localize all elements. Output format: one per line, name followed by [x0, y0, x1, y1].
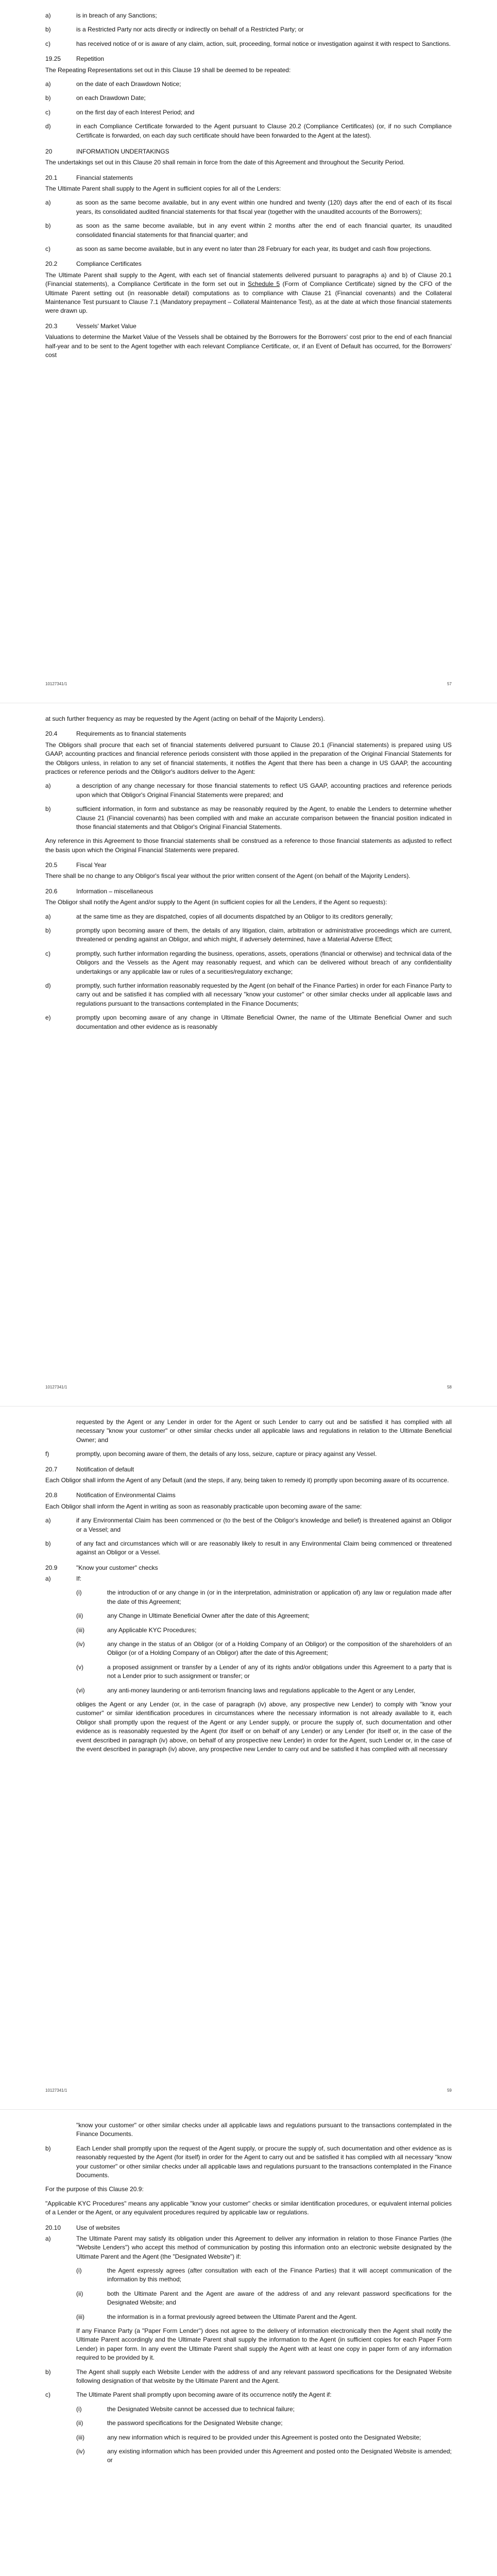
list-item: d) in each Compliance Certificate forwarded to the Agent pursuant to Clause 20.2 (Compliance Certificates) (or, if no such Compliance Certificate is forwarded, on each day such certificate should have been forwarded to the Agent at the latest). — [45, 123, 452, 139]
list-item: b) The Agent shall supply each Website Lender with the address of and any relevant password specifications for the Designated Website following designation of that website by the Ultimate Parent and the Agent. — [45, 2368, 452, 2384]
list-item: a) at the same time as they are dispatched, copies of all documents dispatched by an Obligor to its creditors generally; — [45, 912, 393, 920]
document-page — [0, 703, 497, 1406]
paragraph: at such further frequency as may be requested by the Agent (acting on behalf of the Majority Lenders). — [45, 715, 325, 722]
paragraph: The Ultimate Parent shall supply to the Agent in sufficient copies for all of the Lenders: — [45, 185, 281, 193]
section-heading: 20.7 Notification of default — [45, 1465, 134, 1473]
document-page — [0, 2110, 497, 2576]
paragraph: Each Obligor shall inform the Agent in writing as soon as reasonably practicable upon becoming aware of the same: — [45, 1502, 362, 1510]
section-heading: 20 INFORMATION UNDERTAKINGS — [45, 147, 169, 155]
paragraph: The Obligors shall procure that each set of financial statements delivered pursuant to Clause 20.1 (Financial statements) is prepared using US GAAP, accounting practices and financial reference periods consistent with those applied in the preparation of the Original Financial Statements for the Obligors unless, in relation to any set of financial statements, it notifies the Agent that there has been a change in US GAAP, the accounting practices or reference periods and the Obligor's auditors deliver to the Agent: — [45, 741, 452, 775]
sub-list-item: (vi) any anti-money laundering or anti-terrorism financing laws and regulations applicable to the Agent or any Lender, — [76, 1686, 416, 1694]
document-reference: 10127341/1 — [45, 1385, 67, 1390]
section-heading: 20.6 Information – miscellaneous — [45, 887, 153, 895]
list-item: c) has received notice of or is aware of any claim, action, suit, proceeding, formal notice or investigation against it with respect to Sanctions. — [45, 40, 451, 47]
section-heading: 20.10 Use of websites — [45, 2224, 120, 2231]
sub-list-item: (iii) the information is in a format previously agreed between the Ultimate Parent and the Agent. — [76, 2313, 357, 2320]
document-reference: 10127341/1 — [45, 2088, 67, 2093]
section-heading: 20.3 Vessels' Market Value — [45, 322, 136, 330]
sub-list-item: (ii) the password specifications for the Designated Website change; — [76, 2419, 283, 2427]
section-heading: 20.2 Compliance Certificates — [45, 260, 142, 268]
list-item: b) of any fact and circumstances which will or are reasonably likely to result in any Environmental Claim being commenced or threatened against an Obligor or a Vessel. — [45, 1539, 452, 1556]
list-item: b) Each Lender shall promptly upon the request of the Agent supply, or procure the supply of, such documentation and other evidence as is reasonably requested by the Agent (for itself) in order for the Agent to carry out and be satisfied it has complied with all necessary "know your customer" or other similar checks under all applicable laws and regulations pursuant to the transactions contemplated in the Finance Documents. — [45, 2144, 452, 2179]
list-item: b) promptly upon becoming aware of them, the details of any litigation, claim, arbitration or administrative proceedings which are current, threatened or pending against an Obligor, and which might, if adversely determined, have a Material Adverse Effect; — [45, 927, 452, 943]
section-heading: 20.4 Requirements as to financial statements — [45, 730, 186, 738]
sub-list-item: (iv) any change in the status of an Obligor (or of a Holding Company of an Obligor) or the composition of the shareholders of an Obligor (or of a Holding Company of an Obligor) after the date of this Agreement; — [76, 1640, 452, 1657]
sub-list-item: (iii) any new information which is required to be provided under this Agreement is posted onto the Designated Website; — [76, 2433, 421, 2441]
list-item: b) is a Restricted Party nor acts directly or indirectly on behalf of a Restricted Party; or — [45, 26, 304, 33]
paragraph: Valuations to determine the Market Value of the Vessels shall be obtained by the Borrowers for the Borrowers' cost prior to the end of each financial half-year and to be sent to the Agent together with each relevant Compliance Certificate, or, if an Event of Default has occurred, for the Borrowers' cost — [45, 333, 452, 359]
definition-paragraph: "Applicable KYC Procedures" means any applicable "know your customer" checks or similar identification procedures, or equivalent internal policies of a Lender or the Agent, or any equivalent procedures required by applicable law or regulations. — [45, 2199, 452, 2216]
paragraph: The Ultimate Parent shall supply to the Agent, with each set of financial statements delivered pursuant to paragraphs a) and b) of Clause 20.1 (Financial statements), a Compliance Certificate in the form set out in Schedule 5 (Form of Compliance Certificate) signed by the CFO of the Ultimate Parent setting out (in reasonable detail) computations as to compliance with Clause 21 (Financial covenants) and the Collateral Maintenance Test pursuant to Clause 7.1 (Mandatory prepayment – Collateral Maintenance Test), as at the date at which those financial statements were drawn up. — [45, 271, 452, 315]
sub-list-item: (iii) any Applicable KYC Procedures; — [76, 1626, 197, 1634]
list-item: a) on the date of each Drawdown Notice; — [45, 80, 181, 88]
list-item: e) promptly upon becoming aware of any change in Ultimate Beneficial Owner, the name of the Ultimate Beneficial Owner and such documentation and other evidence as is reasonably — [45, 1014, 452, 1030]
paragraph: For the purpose of this Clause 20.9: — [45, 2185, 144, 2193]
list-item: a) a description of any change necessary for those financial statements to reflect US GAAP, accounting practices and reference periods upon which that Obligor's Original Financial Statements were prepared; and — [45, 782, 452, 799]
paragraph: Any reference in this Agreement to those financial statements shall be construed as a reference to those financial statements as adjusted to reflect the basis upon which the Original Financial Statements were prepared. — [45, 837, 452, 854]
paragraph: Each Obligor shall inform the Agent of any Default (and the steps, if any, being taken to remedy it) promptly upon becoming aware of its occurrence. — [45, 1476, 449, 1484]
page-footer — [45, 2088, 452, 2094]
paragraph: The undertakings set out in this Clause 20 shall remain in force from the date of this Agreement and throughout the Security Period. — [45, 159, 405, 166]
sub-list-item: (i) the introduction of or any change in (or in the interpretation, administration or application of) any law or regulation made after the date of this Agreement; — [76, 1589, 452, 1605]
list-item: f) promptly, upon becoming aware of them, the details of any loss, seizure, capture or piracy against any Vessel. — [45, 1450, 377, 1458]
section-heading: 19.25 Repetition — [45, 55, 105, 63]
schedule-link[interactable]: Schedule 5 — [248, 280, 280, 288]
paragraph: There shall be no change to any Obligor's fiscal year without the prior written consent of the Agent (on behalf of the Majority Lenders). — [45, 872, 410, 880]
sub-list-item: (ii) any Change in Ultimate Beneficial Owner after the date of this Agreement; — [76, 1612, 310, 1620]
list-item: a) if any Environmental Claim has been commenced or (to the best of the Obligor's knowledge and belief) is threatened against an Obligor or a Vessel; and — [45, 1517, 452, 1533]
section-heading: 20.1 Financial statements — [45, 174, 133, 181]
paragraph: obliges the Agent or any Lender (or, in the case of paragraph (iv) above, any prospective new Lender) to comply with "know your customer" or similar identification procedures in circumstances where the necessary information is not already available to it, each Obligor shall promptly upon the request of the Agent or any Lender supply, or procure the supply of, such documentation and other evidence as is reasonably requested by the Agent (for itself or on behalf of any Lender) or any Lender (for itself or, in the case of the event described in paragraph (iv) above, on behalf of any prospective new Lender) in order for the Agent, such Lender or, in the case of the event described in paragraph (iv) above, any prospective new Lender to carry out and be satisfied it has complied with all necessary — [76, 1700, 452, 1753]
sub-list-item: (i) the Designated Website cannot be accessed due to technical failure; — [76, 2405, 295, 2413]
section-heading: 20.5 Fiscal Year — [45, 861, 107, 869]
paragraph: If any Finance Party (a "Paper Form Lender") does not agree to the delivery of information electronically then the Agent shall notify the Ultimate Parent accordingly and the Ultimate Parent shall supply the information to the Agent (in sufficient copies for each Paper Form Lender) in paper form. In any event the Ultimate Parent shall supply the Agent with at least one copy in paper form of any information required to be provided by it. — [76, 2327, 452, 2362]
page-number: 57 — [447, 682, 452, 687]
section-heading: 20.9 "Know your customer" checks — [45, 1564, 158, 1571]
document-reference: 10127341/1 — [45, 682, 67, 687]
sub-list-item: (v) a proposed assignment or transfer by a Lender of any of its rights and/or obligations under this Agreement to a party that is not a Lender prior to such assignment or transfer; or — [76, 1663, 452, 1680]
section-heading: 20.8 Notification of Environmental Claims — [45, 1492, 176, 1499]
page-number: 59 — [447, 2088, 452, 2093]
sub-list-item: (iv) any existing information which has been provided under this Agreement and posted onto the Designated Website is amended; or — [76, 2447, 452, 2464]
list-item: d) promptly, such further information reasonably requested by the Agent (on behalf of the Finance Parties) in order for each Finance Party to carry out and be satisfied it has complied with all necessary "know your customer" or other similar checks under all applicable laws and regulations pursuant to the transactions contemplated in the Finance Documents; — [45, 981, 452, 1007]
document-page — [0, 1406, 497, 2110]
list-item: a) as soon as the same become available, but in any event within one hundred and twenty (120) days after the end of each of its fiscal years, its consolidated audited financial statements for that fiscal year (together with the unaudited accounts of the Borrowers); — [45, 199, 452, 215]
sub-list-item: (ii) both the Ultimate Parent and the Agent are aware of the address of and any relevant password specifications for the Designated Website; and — [76, 2290, 452, 2307]
list-item: a) If: — [45, 1575, 82, 1583]
document-page — [0, 0, 497, 703]
paragraph: requested by the Agent or any Lender in order for the Agent or such Lender to carry out and be satisfied it has complied with all necessary "know your customer" or other similar checks under all applicable laws and regulations in relation to the Ultimate Beneficial Owner; and — [76, 1418, 452, 1444]
page-number: 58 — [447, 1385, 452, 1390]
list-item: c) promptly, such further information regarding the business, operations, assets, operations (financial or otherwise) and technical data of the Obligors and the Vessels as the Agent may reasonably request, and which can be delivered without breach of any confidentiality undertakings or any applicable law or rules of a securities/regulatory exchange; — [45, 950, 452, 975]
page-footer — [45, 681, 452, 687]
list-item: c) on the first day of each Interest Period; and — [45, 108, 195, 116]
sub-list-item: (i) the Agent expressly agrees (after consultation with each of the Finance Parties) that it will accept communication of the information by this method; — [76, 2267, 452, 2283]
list-item: a) The Ultimate Parent may satisfy its obligation under this Agreement to deliver any information in relation to those Finance Parties (the "Website Lenders") who accept this method of communication by posting this information onto an electronic website designated by the Ultimate Parent and the Agent (the "Designated Website") if: — [45, 2234, 452, 2260]
paragraph: The Repeating Representations set out in this Clause 19 shall be deemed to be repeated: — [45, 66, 291, 74]
paragraph: "know your customer" or other similar checks under all applicable laws and regulations pursuant to the transactions contemplated in the Finance Documents. — [76, 2122, 452, 2138]
page-footer — [45, 1384, 452, 1391]
list-item: b) as soon as the same become available, but in any event within 2 months after the end of each financial quarter, its unaudited consolidated financial statements for that financial quarter; and — [45, 222, 452, 239]
list-item: c) as soon as same become available, but in any event no later than 28 February for each year, its budget and cash flow projections. — [45, 245, 432, 253]
list-item: c) The Ultimate Parent shall promptly upon becoming aware of its occurrence notify the Agent if: — [45, 2391, 332, 2399]
list-item: b) on each Drawdown Date; — [45, 94, 146, 102]
paragraph: The Obligor shall notify the Agent and/or supply to the Agent (in sufficient copies for all the Lenders, if the Agent so requests): — [45, 899, 387, 906]
list-item: b) sufficient information, in form and substance as may be reasonably required by the Agent, to enable the Lenders to determine whether Clause 21 (Financial covenants) has been complied with and make an accurate comparison between the financial position indicated in those financial statements and that Obligor's Original Financial Statements. — [45, 805, 452, 831]
list-item: a) is in breach of any Sanctions; — [45, 12, 157, 19]
